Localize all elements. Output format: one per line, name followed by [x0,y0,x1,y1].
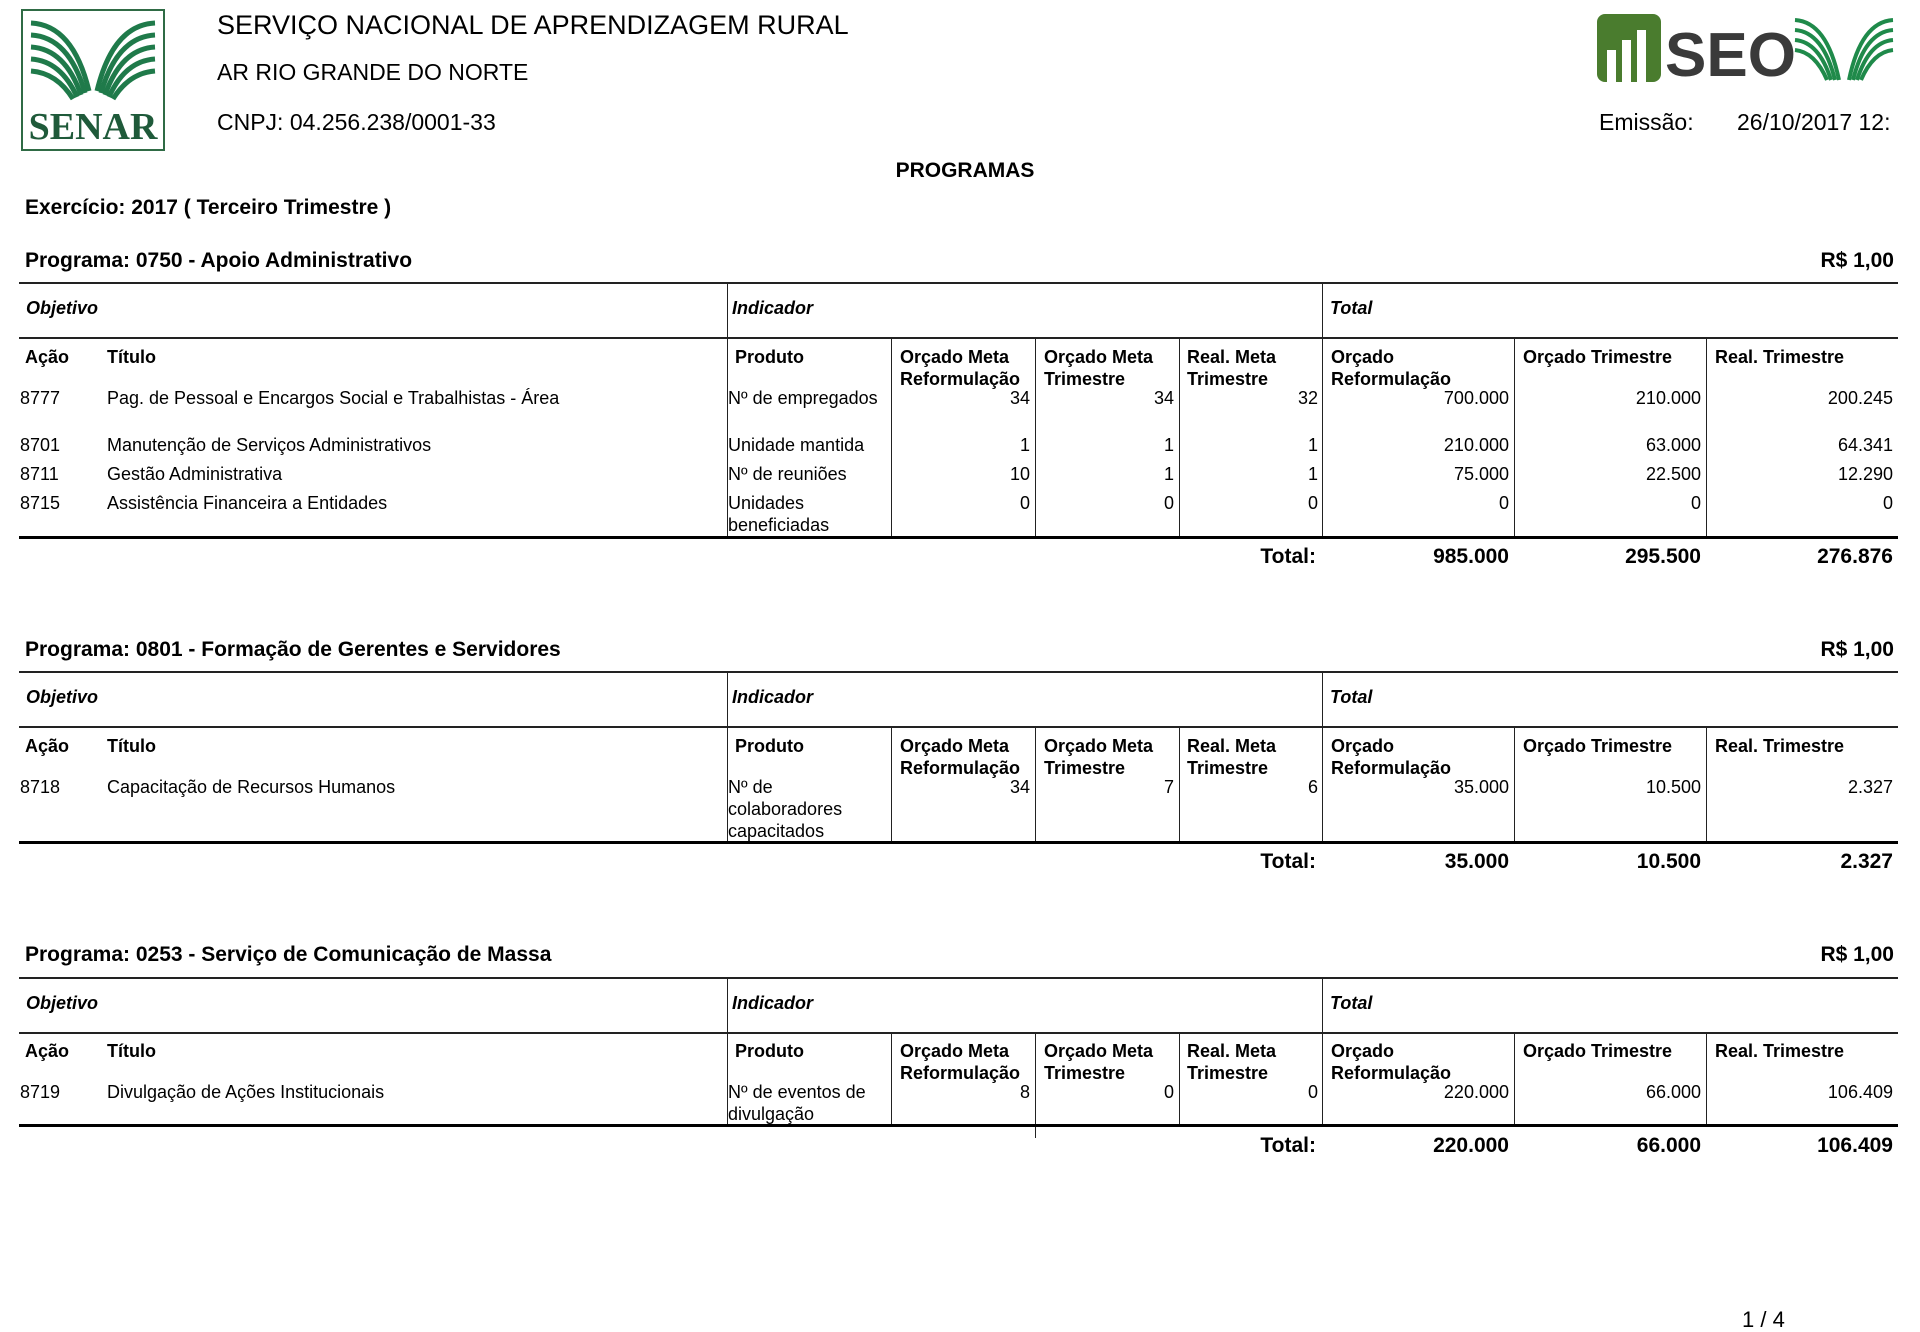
total-orcado-reformulacao: 985.000 [1433,545,1509,568]
org-name: SERVIÇO NACIONAL DE APRENDIZAGEM RURAL [217,10,849,40]
acao-code: 8711 [20,464,59,484]
senar-logo [21,9,165,151]
regional-name: AR RIO GRANDE DO NORTE [217,59,529,85]
orcado-meta-reformulacao: 0 [1019,493,1030,513]
orcado-meta-reformulacao: 1 [1019,435,1030,455]
currency-unit: R$ 1,00 [1820,638,1894,661]
omr-header: Orçado Meta Reformulação [900,736,1021,778]
header-rule [19,1032,1898,1034]
table-bottom-rule [19,536,1898,539]
indicador-header: Indicador [732,298,814,318]
real-trimestre: 200.245 [1827,388,1893,408]
acao-code: 8715 [20,493,61,513]
produto: Nº de eventos de divulgação [728,1082,866,1124]
acao-title: Manutenção de Serviços Administrativos [107,435,432,455]
orcado-meta-trimestre: 0 [1163,493,1174,513]
col-divider [1322,671,1323,842]
orcado-reformulacao: 75.000 [1453,464,1509,484]
orcado-trimestre: 66.000 [1645,1082,1701,1102]
currency-unit: R$ 1,00 [1820,249,1894,272]
produto-header: Produto [735,736,804,756]
ot-header: Orçado Trimestre [1523,736,1673,756]
total-real-trimestre: 2.327 [1840,850,1893,873]
or-header: Orçado Reformulação [1331,347,1452,389]
indicador-header: Indicador [732,993,814,1013]
omt-header: Orçado Meta Trimestre [1044,736,1154,778]
or-header: Orçado Reformulação [1331,1041,1452,1083]
real-meta-trimestre: 32 [1297,388,1318,408]
objetivo-header: Objetivo [26,993,99,1013]
indicador-header: Indicador [732,687,814,707]
acao-code: 8718 [20,777,61,797]
orcado-reformulacao: 210.000 [1443,435,1509,455]
table-top-rule [19,671,1898,673]
titulo-header: Título [107,1041,156,1061]
orcado-meta-trimestre: 1 [1163,464,1174,484]
total-real-trimestre: 106.409 [1817,1134,1893,1157]
orcado-meta-trimestre: 0 [1163,1082,1174,1102]
rmt-header: Real. Meta Trimestre [1187,347,1277,389]
seo-wheat-icon [1795,20,1893,80]
table-top-rule [19,977,1898,979]
acao-title: Pag. de Pessoal e Encargos Social e Trabalhistas - Área [107,388,560,408]
real-meta-trimestre: 1 [1307,435,1318,455]
col-divider [1706,1032,1707,1125]
produto: Nº de reuniões [728,464,847,484]
total-group-header: Total [1330,298,1373,318]
total-group-header: Total [1330,687,1373,707]
total-real-trimestre: 276.876 [1817,545,1893,568]
ot-header: Orçado Trimestre [1523,347,1673,367]
real-trimestre: 64.341 [1837,435,1893,455]
omt-header: Orçado Meta Trimestre [1044,1041,1154,1083]
total-orcado-trimestre: 10.500 [1636,850,1701,873]
total-group-header: Total [1330,993,1373,1013]
real-meta-trimestre: 6 [1307,777,1318,797]
orcado-meta-trimestre: 1 [1163,435,1174,455]
orcado-trimestre: 10.500 [1645,777,1701,797]
produto-header: Produto [735,347,804,367]
objetivo-header: Objetivo [26,298,99,318]
omr-header: Orçado Meta Reformulação [900,347,1021,389]
seo-logo-text: SEO [1665,21,1796,86]
orcado-trimestre: 63.000 [1645,435,1701,455]
total-label: Total: [1260,1134,1316,1157]
table-top-rule [19,282,1898,284]
produto: Unidade mantida [728,435,865,455]
orcado-meta-reformulacao: 34 [1009,388,1030,408]
total-label: Total: [1260,545,1316,568]
titulo-header: Título [107,347,156,367]
total-orcado-trimestre: 66.000 [1636,1134,1701,1157]
rt-header: Real. Trimestre [1715,1041,1845,1061]
report-title: PROGRAMAS [895,159,1035,182]
currency-unit: R$ 1,00 [1820,943,1894,966]
real-meta-trimestre: 0 [1307,1082,1318,1102]
senar-wheat-icon [23,11,163,149]
titulo-header: Título [107,736,156,756]
orcado-meta-reformulacao: 10 [1009,464,1030,484]
seo-logo [1595,10,1895,86]
orcado-meta-reformulacao: 34 [1009,777,1030,797]
rt-header: Real. Trimestre [1715,347,1845,367]
table-bottom-rule [19,841,1898,844]
real-trimestre: 106.409 [1827,1082,1893,1102]
or-header: Orçado Reformulação [1331,736,1452,778]
orcado-reformulacao: 35.000 [1453,777,1509,797]
acao-title: Divulgação de Ações Institucionais [107,1082,385,1102]
produto: Nº de empregados [728,388,878,408]
objetivo-header: Objetivo [26,687,99,707]
acao-title: Capacitação de Recursos Humanos [107,777,396,797]
orcado-trimestre: 22.500 [1645,464,1701,484]
acao-code: 8719 [20,1082,61,1102]
program-title: Programa: 0801 - Formação de Gerentes e Servidores [25,638,561,661]
real-meta-trimestre: 0 [1307,493,1318,513]
total-orcado-reformulacao: 220.000 [1433,1134,1509,1157]
rt-header: Real. Trimestre [1715,736,1845,756]
produto: Unidades beneficiadas [728,493,830,535]
cnpj: CNPJ: 04.256.238/0001-33 [217,109,496,135]
program-title: Programa: 0253 - Serviço de Comunicação de Massa [25,943,552,966]
header-rule [19,337,1898,339]
acao-header: Ação [25,1041,70,1061]
col-divider [891,1032,892,1125]
rmt-header: Real. Meta Trimestre [1187,1041,1277,1083]
total-orcado-trimestre: 295.500 [1625,545,1701,568]
orcado-meta-reformulacao: 8 [1019,1082,1030,1102]
header-rule [19,726,1898,728]
omr-header: Orçado Meta Reformulação [900,1041,1021,1083]
ot-header: Orçado Trimestre [1523,1041,1673,1061]
senar-logo-text: SENAR [28,106,158,148]
page-number: 1 / 4 [1742,1307,1785,1332]
acao-code: 8777 [20,388,61,408]
real-trimestre: 12.290 [1837,464,1893,484]
col-divider [1514,1032,1515,1125]
acao-code: 8701 [20,435,61,455]
emissao-label: Emissão: [1599,109,1694,135]
produto: Nº de colaboradores capacitados [728,777,843,841]
acao-title: Assistência Financeira a Entidades [107,493,388,513]
orcado-reformulacao: 220.000 [1443,1082,1509,1102]
real-trimestre: 2.327 [1847,777,1893,797]
acao-header: Ação [25,736,70,756]
real-meta-trimestre: 1 [1307,464,1318,484]
rmt-header: Real. Meta Trimestre [1187,736,1277,778]
orcado-trimestre: 0 [1690,493,1701,513]
orcado-meta-trimestre: 7 [1163,777,1174,797]
emissao-value: 26/10/2017 12: [1737,109,1891,135]
program-title: Programa: 0750 - Apoio Administrativo [25,249,413,272]
produto-header: Produto [735,1041,804,1061]
orcado-meta-trimestre: 34 [1153,388,1174,408]
acao-header: Ação [25,347,70,367]
orcado-trimestre: 210.000 [1635,388,1701,408]
col-divider [1179,1032,1180,1125]
table-bottom-rule [19,1124,1898,1127]
exercicio: Exercício: 2017 ( Terceiro Trimestre ) [25,196,392,219]
total-label: Total: [1260,850,1316,873]
acao-title: Gestão Administrativa [107,464,283,484]
real-trimestre: 0 [1882,493,1893,513]
orcado-reformulacao: 700.000 [1443,388,1509,408]
total-orcado-reformulacao: 35.000 [1444,850,1509,873]
orcado-reformulacao: 0 [1498,493,1509,513]
omt-header: Orçado Meta Trimestre [1044,347,1154,389]
